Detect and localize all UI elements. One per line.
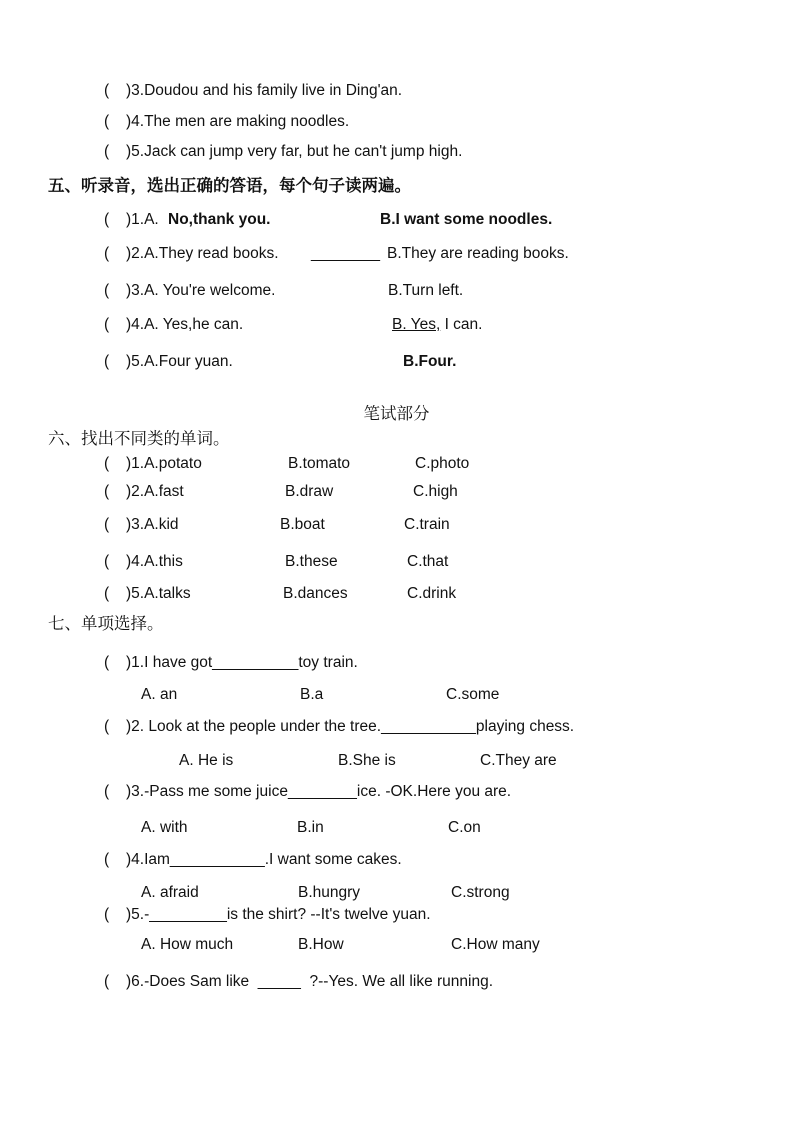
- page-title: 笔试部分: [363, 405, 430, 423]
- section-heading: 七、单项选择。: [48, 615, 164, 633]
- worksheet-page: ( )3.Doudou and his family live in Ding'an. ( )4.The men are making noodles. ( )5.Jack can jump very far, but he can't jump high. 五、听录音，选出正确的答语，每个句子读两遍。 ( )1.A. No,thank you. B.I want some noodles. ( )2.A.They read books. ________ B.They are reading books. ( )3.A. You're welcome. B.Turn left. ( )4.A. Yes,he can. B. Yes, I can. ( )5.A.Four yuan. B.Four. 笔试部分 六、找出不同类的单词。 ( )1.A.potato B.tomato C.photo ( )2.A.fast B.draw C.high ( )3.A.kid B.boat C.train ( )4.A.this B.these C.that ( )5.A.talks B.dances C.drink 七、单项选择。 ( )1.I have got__________toy train. A. an B.a C.some ( )2. Look at the people under the tree.___________playing chess. A. He is B.She is C.They are ( )3.-Pass me some juice________ice. -OK.Here you are. A. with B.in C.on ( )4.Iam___________.I want some cakes. A. afraid B.hungry C.strong ( )5.-_________is the shirt? --It's twelve yuan. A. How much B.How C.How many ( )6.-Does Sam like _____ ?--Yes. We all like running.: [0, 0, 793, 1123]
- section-heading: 五、听录音，选出正确的答语，每个句子读两遍。: [48, 177, 411, 195]
- section-heading: 六、找出不同类的单词。: [48, 430, 230, 448]
